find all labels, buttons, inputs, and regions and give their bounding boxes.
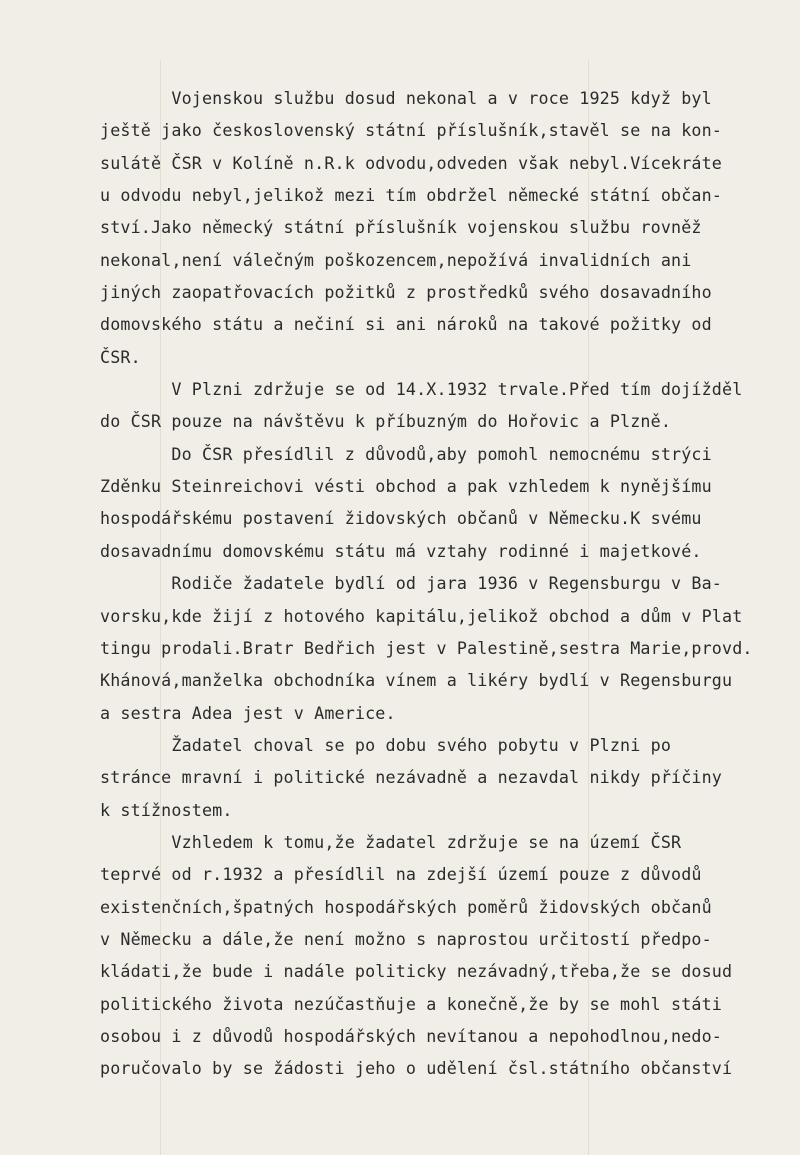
- text-line: a sestra Adea jest v Americe.: [100, 702, 396, 723]
- text-line: domovského státu a nečiní si ani nároků na takové požitky od: [100, 314, 712, 335]
- text-line: osobou i z důvodů hospodářských nevítanou a nepohodlnou,nedo-: [100, 1025, 722, 1046]
- text-line: k stížnostem.: [100, 799, 233, 820]
- text-line: teprvé od r.1932 a přesídlil na zdejší území pouze z důvodů: [100, 864, 702, 885]
- text-line: vorsku,kde žijí z hotového kapitálu,jelikož obchod a dům v Plat: [100, 605, 743, 626]
- text-line: v Německu a dále,že není možno s naprostou určitostí předpo-: [100, 928, 712, 949]
- text-line: ČSR.: [100, 346, 141, 367]
- text-line: u odvodu nebyl,jelikož mezi tím obdržel německé státní občan-: [100, 185, 722, 206]
- text-line: jiných zaopatřovacích požitků z prostředků svého dosavadního: [100, 282, 712, 303]
- text-line: existenčních,špatných hospodářských poměrů židovských občanů: [100, 896, 712, 917]
- text-line: hospodářskému postavení židovských občanů v Německu.K svému: [100, 508, 702, 529]
- text-line: kládati,že bude i nadále politicky nezávadný,třeba,že se dosud: [100, 961, 733, 982]
- text-line: stránce mravní i politické nezávadně a nezavdal nikdy příčiny: [100, 767, 722, 788]
- text-line: nekonal,není válečným poškozencem,nepožívá invalidních ani: [100, 249, 692, 270]
- typewritten-text: [100, 82, 800, 1085]
- text-line: Do ČSR přesídlil z důvodů,aby pomohl nemocnému strýci: [100, 443, 712, 464]
- text-line: Vojenskou službu dosud nekonal a v roce 1925 když byl: [100, 88, 712, 108]
- text-line: V Plzni zdržuje se od 14.X.1932 trvale.Před tím dojížděl: [100, 379, 743, 400]
- text-line: Žadatel choval se po dobu svého pobytu v Plzni po: [100, 734, 672, 755]
- text-line: sulátě ČSR v Kolíně n.R.k odvodu,odveden však nebyl.Vícekráte: [100, 152, 722, 173]
- text-line: Khánová,manželka obchodníka vínem a likéry bydlí v Regensburgu: [100, 670, 733, 691]
- text-line: ještě jako československý státní příslušník,stavěl se na kon-: [100, 120, 722, 141]
- text-line: Vzhledem k tomu,že žadatel zdržuje se na území ČSR: [100, 831, 682, 852]
- text-line: do ČSR pouze na návštěvu k příbuzným do Hořovic a Plzně.: [100, 411, 672, 432]
- text-line: tingu prodali.Bratr Bedřich jest v Palestině,sestra Marie,provd.: [100, 637, 753, 658]
- text-line: poručovalo by se žádosti jeho o udělení čsl.státního občanství: [100, 1058, 733, 1079]
- text-line: Zděnku Steinreichovi vésti obchod a pak vzhledem k nynějšímu: [100, 476, 712, 497]
- text-line: dosavadnímu domovskému státu má vztahy rodinné i majetkové.: [100, 540, 702, 561]
- text-line: ství.Jako německý státní příslušník vojenskou službu rovněž: [100, 217, 702, 238]
- text-line: Rodiče žadatele bydlí od jara 1936 v Regensburgu v Ba-: [100, 573, 722, 594]
- text-line: politického života nezúčastňuje a konečně,že by se mohl státi: [100, 993, 722, 1014]
